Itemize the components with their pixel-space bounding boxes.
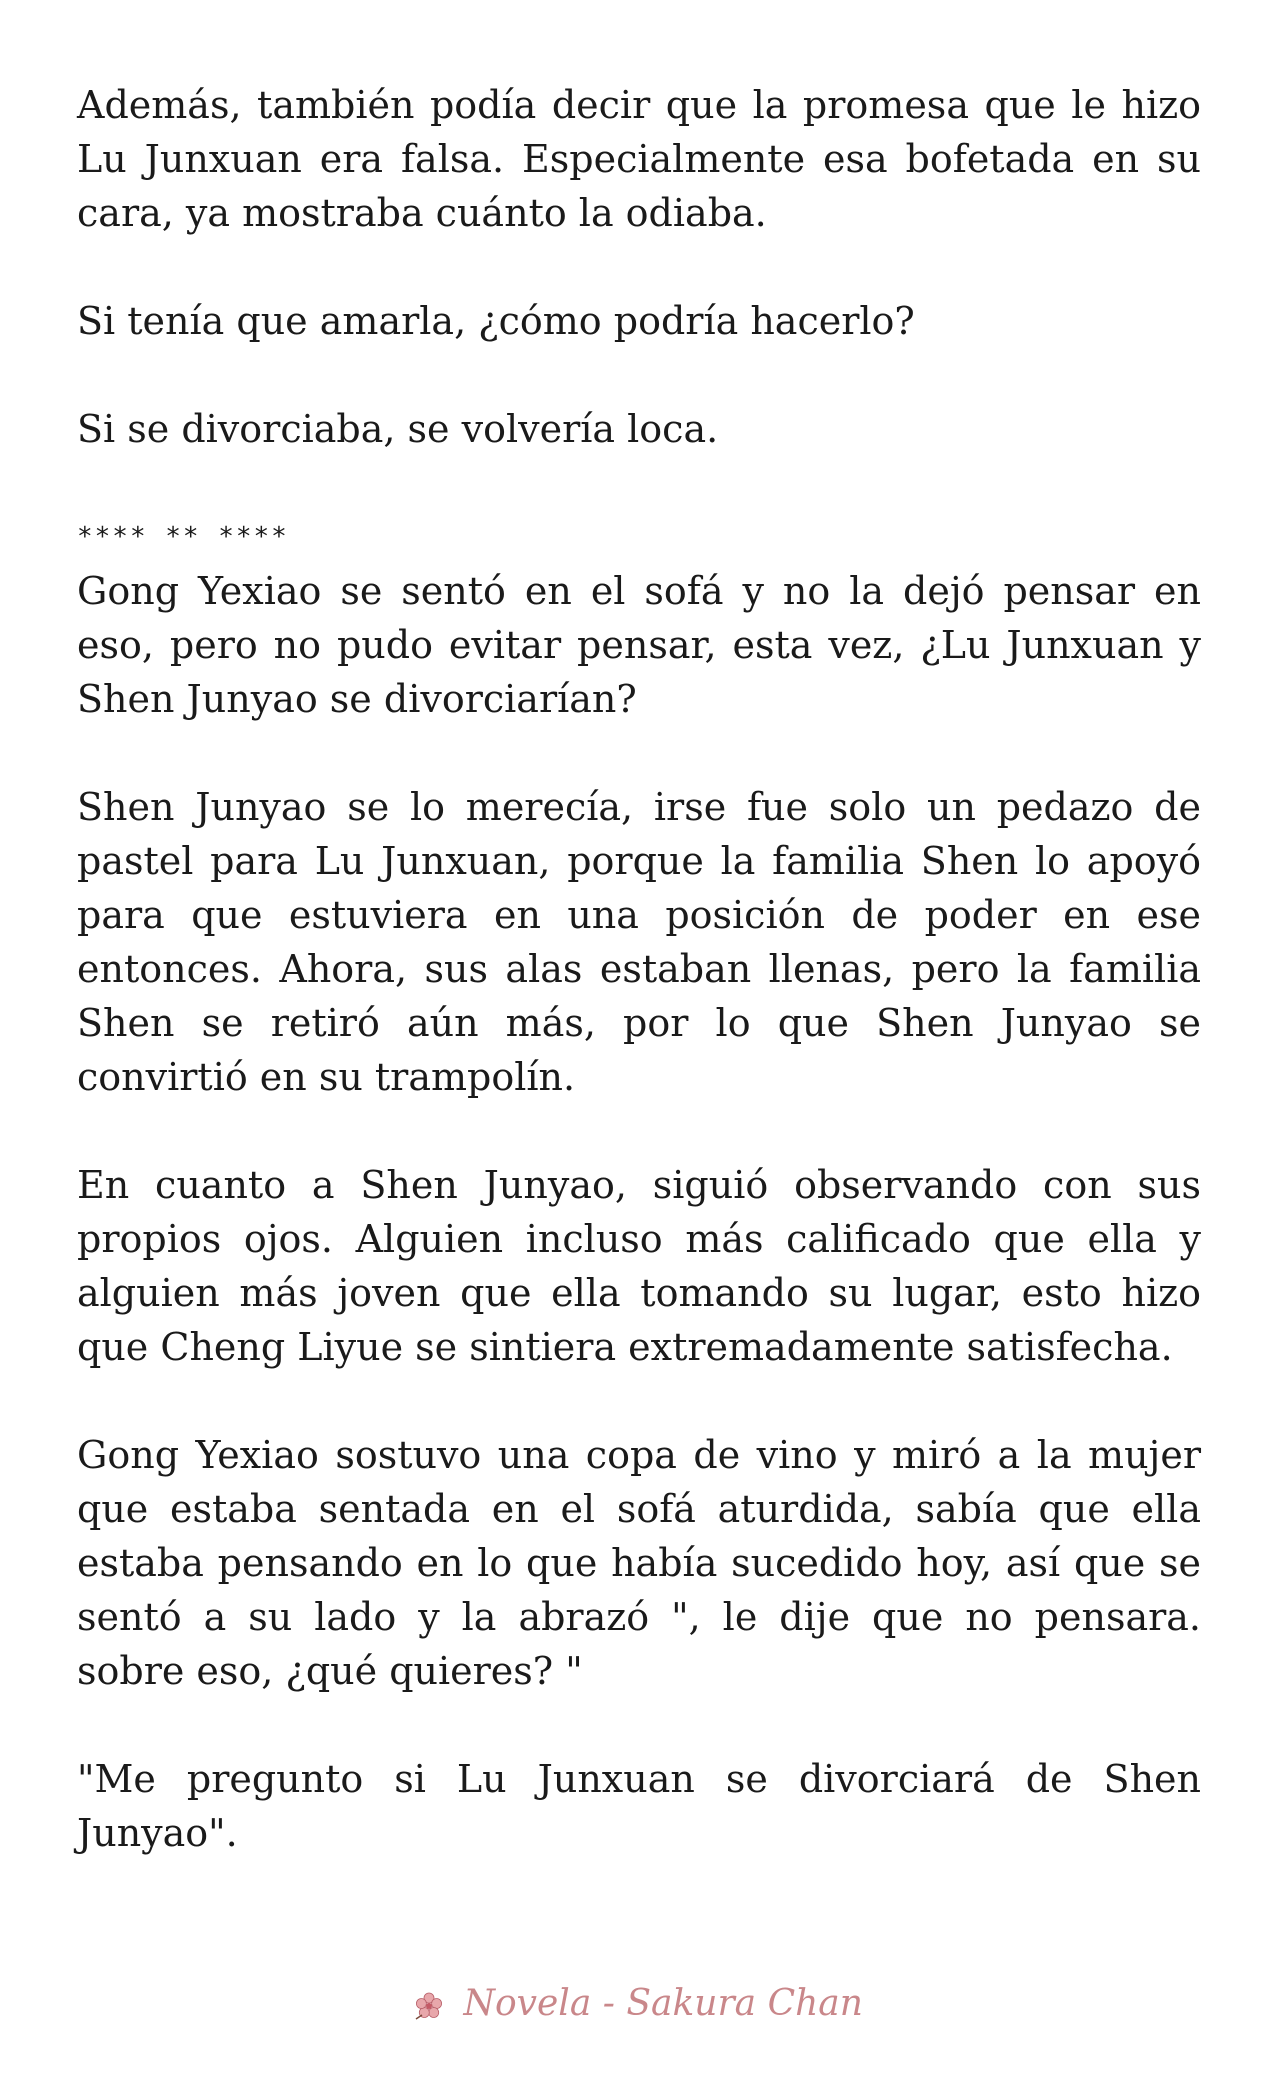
paragraph-4: Gong Yexiao se sentó en el sofá y no la dejó pensar en eso, pero no pudo evitar pensar, esta vez, ¿Lu Junxuan y Shen Junyao se divorciarían? (77, 569, 1201, 721)
text-body (77, 78, 1201, 1914)
sakura-blossom-icon (412, 1989, 446, 2023)
paragraph-6: En cuanto a Shen Junyao, siguió observando con sus propios ojos. Alguien incluso más calificado que ella y alguien más joven que ella tomando su lugar, esto hizo que Cheng Liyue se sintiera extremadamente satisfecha. (77, 1163, 1201, 1369)
paragraph-7: Gong Yexiao sostuvo una copa de vino y miró a la mujer que estaba sentada en el sofá aturdida, sabía que ella estaba pensando en lo que había sucedido hoy, así que se sentó a su lado y la abrazó ", le dije que no pensara. sobre eso, ¿qué quieres? " (77, 1433, 1201, 1693)
paragraph-5: Shen Junyao se lo merecía, irse fue solo un pedazo de pastel para Lu Junxuan, porque la familia Shen lo apoyó para que estuviera en una posición de poder en ese entonces. Ahora, sus alas estaban llenas, pero la familia Shen se retiró aún más, por lo que Shen Junyao se convirtió en su trampolín. (77, 785, 1201, 1099)
section-separator: **** ** **** (77, 522, 289, 552)
watermark-text: Novela - Sakura Chan (463, 1983, 863, 2024)
paragraph-2: Si tenía que amarla, ¿cómo podría hacerlo? (77, 299, 915, 343)
paragraph-1: Además, también podía decir que la promesa que le hizo Lu Junxuan era falsa. Especialmente esa bofetada en su cara, ya mostraba cuánto la odiaba. (77, 83, 1201, 235)
paragraph-3: Si se divorciaba, se volvería loca. (77, 407, 719, 451)
paragraph-8: "Me pregunto si Lu Junxuan se divorciará de Shen Junyao". (77, 1757, 1201, 1855)
watermark (0, 1983, 1275, 2024)
